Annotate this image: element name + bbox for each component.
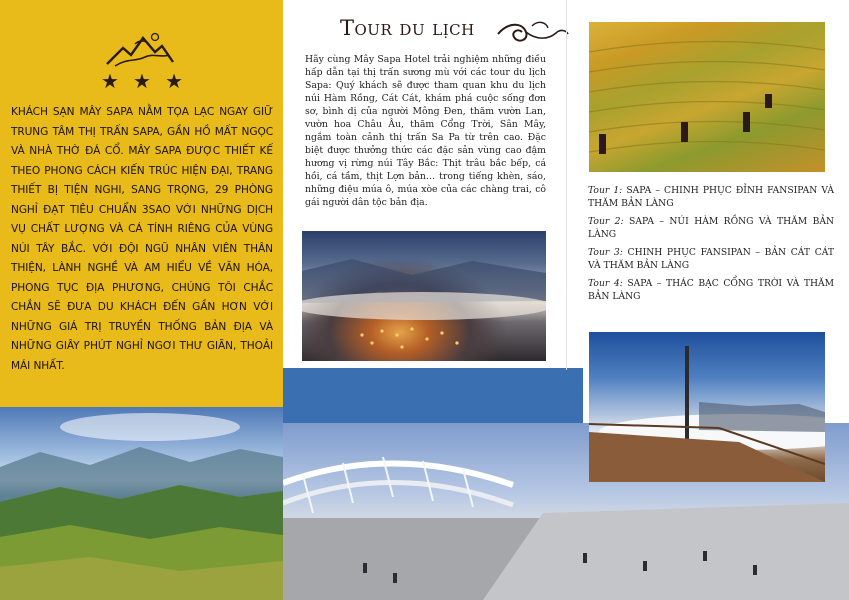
viewing-deck-illustration [589,332,825,482]
rice-terraces-illustration [589,22,825,172]
star-icon: ★ [133,69,151,93]
fansipan-viewing-deck-photo [589,332,825,482]
list-item [588,277,834,303]
tour-list [588,184,834,308]
mountain-logo-icon [105,28,175,70]
star-icon: ★ [101,69,119,93]
decorative-swirl-icon [496,18,570,48]
tour-name: SAPA – CHINH PHỤC ĐỈNH FANSIPAN VÀ THĂM BẢN LÀNG [588,185,834,209]
list-item [588,184,834,210]
blue-sky-band [283,368,583,423]
tour-label: Tour 3: [588,247,623,258]
tour-name: SAPA – NÚI HÀM RỒNG VÀ THĂM BẢN LÀNG [588,216,834,240]
town-illustration [302,231,546,361]
tour-label: Tour 4: [588,278,623,289]
rice-terraces-photo [589,22,825,172]
mountain-valley-photo [0,407,283,600]
sapa-town-night-photo [302,231,546,361]
list-item [588,246,834,272]
list-item [588,215,834,241]
tour-name: SAPA – THÁC BẠC CỔNG TRỜI VÀ THĂM BẢN LÀNG [588,278,834,302]
hotel-star-rating [101,70,183,92]
section-title: Tour du lịch [340,16,475,40]
tour-label: Tour 1: [588,185,623,196]
star-icon: ★ [165,69,183,93]
tour-name: CHINH PHỤC FANSIPAN – BẢN CÁT CÁT VÀ THĂM BẢN LÀNG [588,247,835,271]
tour-description: Hãy cùng Mây Sapa Hotel trải nghiệm những điều hấp dẫn tại thị trấn sương mù với các tour du lịch Sapa: Quý khách sẽ được tham quan khu du lịch núi Hàm Rồng, Cát Cát, khám phá cuộc sống đơn sơ, bình dị của người Mông Đen, thăm vườn Lan, vườn hoa Châu Âu, thăm Cổng Trời, Sân Mây, ngắm toàn cảnh thị trấn Sa Pa từ trên cao. Đặc biệt được thưởng thức các đặc sản vùng cao đậm hương vị rừng núi Tây Bắc: Thịt trâu bắc bếp, cá hồi, cá tầm, thịt Lợn bản… trong tiếng khèn, sáo, những điệu múa ô, múa xòe của các chàng trai, cô gái người dân tộc bản địa. [305,54,546,208]
intro-panel [0,0,283,410]
mountain-valley-illustration [0,407,283,600]
hotel-intro-text: KHÁCH SẠN MÂY SAPA NẰM TỌA LẠC NGAY GIỮ TRUNG TÂM THỊ TRẤN SAPA, GẦN HỒ MẤT NGỌC VÀ NHÀ THỜ ĐÁ CỔ. MÂY SAPA ĐƯỢC THIẾT KẾ THEO PHONG CÁCH KIẾN TRÚC HIỆN ĐẠI, TRANG THIẾT BỊ TIỆN NGHI, SANG TRỌNG, 29 PHÒNG NGHỈ ĐẠT TIÊU CHUẨN 3SAO VỚI NHỮNG DỊCH VỤ CHẤT LƯỢNG VÀ CÁ TÍNH RIÊNG CỦA VÙNG NÚI TÂY BẮC. VỚI ĐỘI NGŨ NHÂN VIÊN THÂN THIỆN, LÀNH NGHỀ VÀ AM HIỂU VỀ VĂN HÓA, PHONG TỤC ĐỊA PHƯƠNG, CHÚNG TÔI CHẮC CHẮN SẼ ĐƯA DU KHÁCH ĐẾN GẦN HƠN VỚI NHỮNG GIÁ TRỊ TRUYỀN THỐNG BẢN ĐỊA VÀ NHỮNG GIÂY PHÚT NGHỈ NGƠI THƯ GIÃN, THOẢI MÁI NHẤT. [11,106,273,372]
page-fold [566,0,567,370]
tour-label: Tour 2: [588,216,624,227]
